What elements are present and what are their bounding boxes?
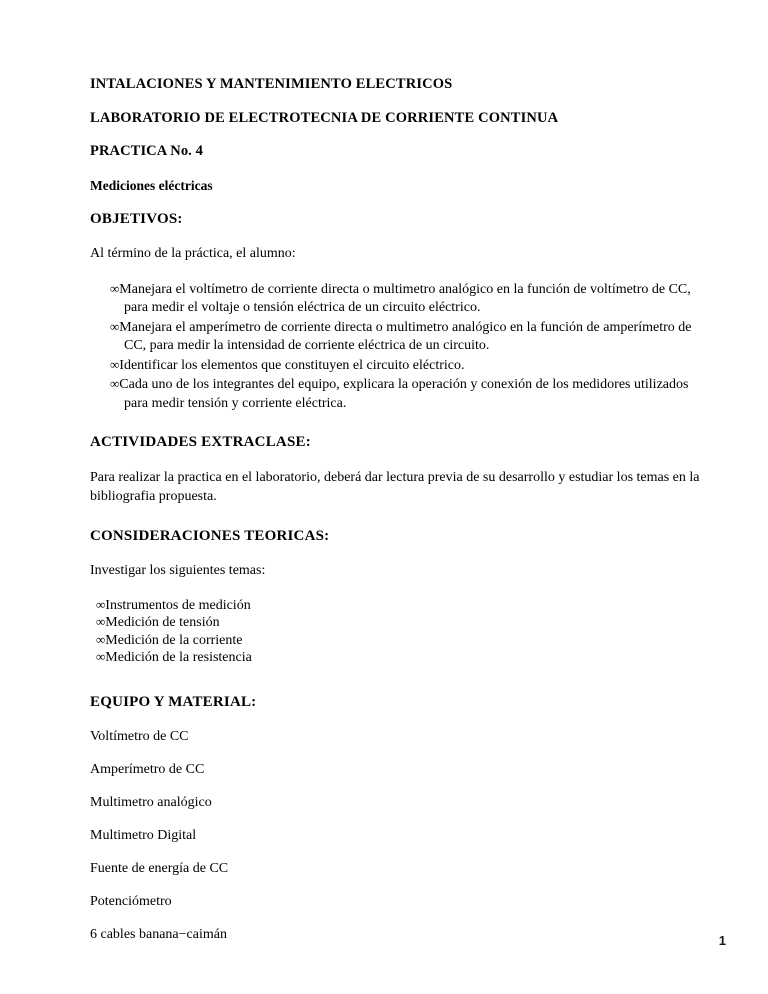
list-item xyxy=(96,632,716,650)
consideraciones-list xyxy=(90,597,716,667)
consideraciones-intro: Investigar los siguientes temas: xyxy=(90,563,266,578)
infinity-bullet-icon: ∞ xyxy=(110,356,120,372)
list-item-text: Identificar los elementos que constituyen el circuito eléctrico. xyxy=(119,357,465,373)
spacer xyxy=(90,684,716,693)
document-title-secondary: LABORATORIO DE ELECTROTECNIA DE CORRIENTE CONTINUA xyxy=(90,109,559,126)
list-item-text: Instrumentos de medición xyxy=(105,597,251,613)
infinity-bullet-icon: ∞ xyxy=(110,280,120,296)
list-item xyxy=(96,649,716,667)
list-item xyxy=(96,280,716,318)
list-item-text: Cada uno de los integrantes del equipo, explicara la operación y conexión de los medidores utilizados para medir tensión y corriente eléctrica. xyxy=(119,377,689,411)
list-item xyxy=(96,356,716,376)
list-item: 6 cables banana−caimán xyxy=(90,926,227,942)
infinity-bullet-icon: ∞ xyxy=(110,318,120,334)
section-heading-equipo: EQUIPO Y MATERIAL: xyxy=(90,693,257,710)
document-subtitle: Mediciones eléctricas xyxy=(90,177,213,193)
list-item: Voltímetro de CC xyxy=(90,728,189,744)
section-heading-consideraciones: CONSIDERACIONES TEORICAS: xyxy=(90,528,330,544)
practica-label: PRACTICA No. 4 xyxy=(90,143,203,159)
list-item-text: Manejara el voltímetro de corriente directa o multimetro analógico en la función de voltímetro de CC, para medir el voltaje o tensión eléctrica de un circuito eléctrico. xyxy=(119,281,691,315)
objetivos-list xyxy=(90,280,716,414)
list-item: Fuente de energía de CC xyxy=(90,860,229,876)
list-item-text: Medición de la corriente xyxy=(105,632,243,648)
list-item xyxy=(96,614,716,632)
list-item xyxy=(96,375,716,413)
infinity-bullet-icon: ∞ xyxy=(96,649,106,664)
list-item-text: Medición de tensión xyxy=(105,615,220,630)
list-item xyxy=(96,318,716,356)
list-item: Amperímetro de CC xyxy=(90,761,205,777)
page-number: 1 xyxy=(718,933,726,948)
section-heading-objetivos: OBJETIVOS: xyxy=(90,211,183,227)
infinity-bullet-icon: ∞ xyxy=(96,614,106,629)
actividades-text: Para realizar la practica en el laboratorio, deberá dar lectura previa de su desarrollo y estudiar los temas en la bibliografia propuesta. xyxy=(90,470,700,504)
infinity-bullet-icon: ∞ xyxy=(96,596,106,612)
infinity-bullet-icon: ∞ xyxy=(96,631,106,647)
list-item: Multimetro Digital xyxy=(90,827,197,843)
list-item-text: Medición de la resistencia xyxy=(105,650,252,665)
document-body xyxy=(90,76,716,959)
list-item xyxy=(96,597,716,615)
list-item: Potenciómetro xyxy=(90,893,172,909)
document-title-primary: INTALACIONES Y MANTENIMIENTO ELECTRICOS xyxy=(90,76,453,92)
list-item-text: Manejara el amperímetro de corriente directa o multimetro analógico en la función de amperímetro de CC, para medir la intensidad de corriente eléctrica de un circuito. xyxy=(119,319,692,353)
section-heading-actividades: ACTIVIDADES EXTRACLASE: xyxy=(90,434,311,450)
equipo-list xyxy=(90,728,716,944)
objetivos-intro: Al término de la práctica, el alumno: xyxy=(90,246,296,261)
infinity-bullet-icon: ∞ xyxy=(110,376,120,391)
list-item: Multimetro analógico xyxy=(90,794,212,810)
